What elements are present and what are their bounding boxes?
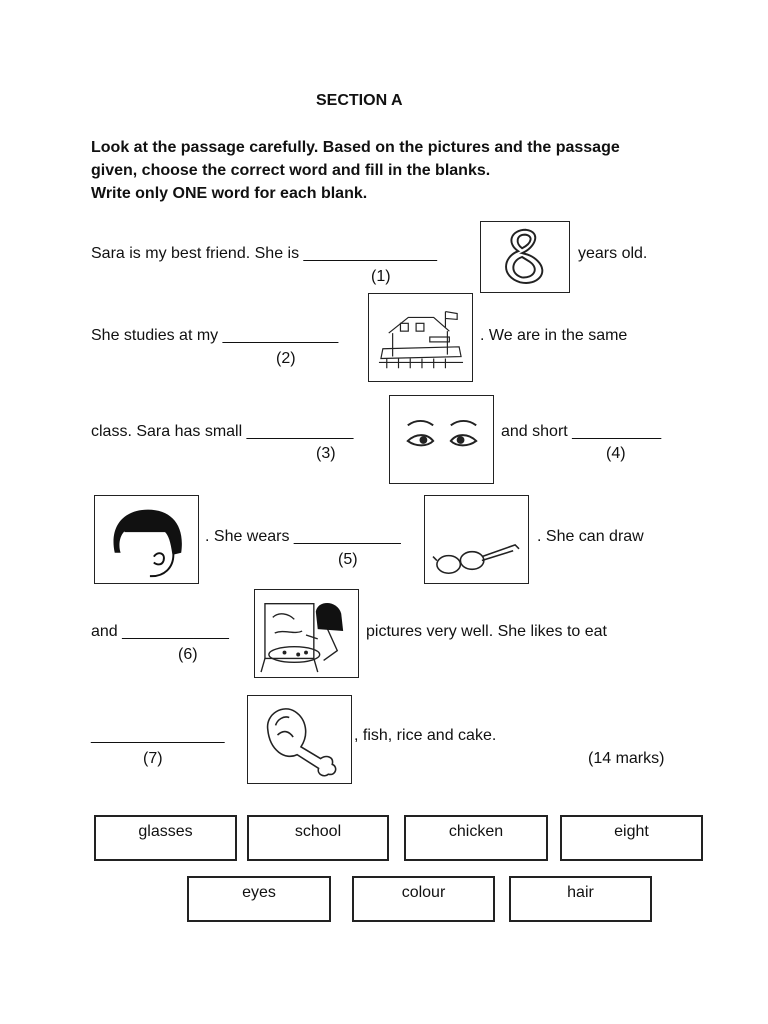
- blank-number-7: (7): [143, 750, 163, 767]
- instruction-line-1: Look at the passage carefully. Based on the pictures and the passage: [91, 139, 620, 156]
- passage-line-4a: . She wears ____________: [205, 528, 401, 545]
- glasses-icon: [424, 495, 529, 584]
- word-bank-eight: eight: [560, 815, 703, 861]
- passage-line-3b: and short __________: [501, 423, 662, 440]
- passage-line-5b: pictures very well. She likes to eat: [366, 623, 607, 640]
- passage-line-1a: Sara is my best friend. She is _______________: [91, 245, 438, 262]
- passage-line-2a: She studies at my _____________: [91, 327, 339, 344]
- instruction-line-3: Write only ONE word for each blank.: [91, 185, 368, 202]
- passage-line-5a: and ____________: [91, 623, 229, 640]
- girl-drawing-icon: [254, 589, 359, 678]
- blank-number-6: (6): [178, 646, 198, 663]
- blank-number-3: (3): [316, 445, 336, 462]
- section-title: SECTION A: [316, 92, 403, 109]
- short-hair-icon: [94, 495, 199, 584]
- chicken-drumstick-icon: [247, 695, 352, 784]
- blank-number-5: (5): [338, 551, 358, 568]
- word-bank-school: school: [247, 815, 389, 861]
- instruction-line-2: given, choose the correct word and fill in the blanks.: [91, 162, 491, 179]
- number-eight-icon: [480, 221, 570, 293]
- passage-line-6a: _______________: [91, 727, 225, 744]
- passage-line-2b: . We are in the same: [480, 327, 628, 344]
- blank-number-4: (4): [606, 445, 626, 462]
- passage-line-3a: class. Sara has small ____________: [91, 423, 354, 440]
- word-bank-chicken: chicken: [404, 815, 548, 861]
- word-bank-colour: colour: [352, 876, 495, 922]
- blank-number-1: (1): [371, 268, 391, 285]
- word-bank-glasses: glasses: [94, 815, 237, 861]
- blank-number-2: (2): [276, 350, 296, 367]
- total-marks: (14 marks): [588, 750, 665, 767]
- school-building-icon: [368, 293, 473, 382]
- passage-line-1b: years old.: [578, 245, 648, 262]
- passage-line-6b: , fish, rice and cake.: [354, 727, 497, 744]
- word-bank-eyes: eyes: [187, 876, 331, 922]
- passage-line-4b: . She can draw: [537, 528, 644, 545]
- eyes-icon: [389, 395, 494, 484]
- word-bank-hair: hair: [509, 876, 652, 922]
